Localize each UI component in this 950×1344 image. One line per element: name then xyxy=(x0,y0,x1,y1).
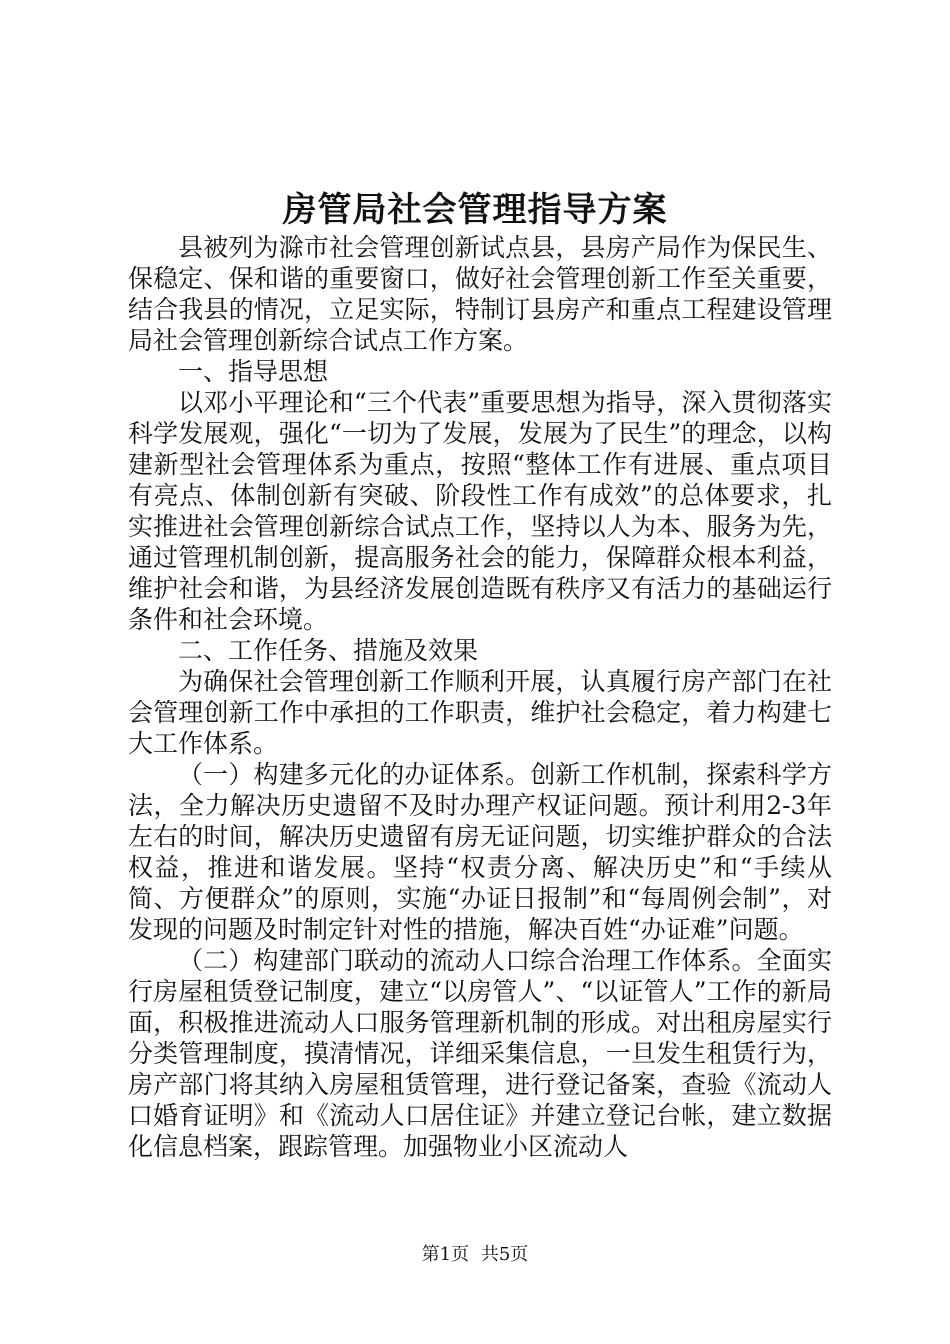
intro-paragraph: 县被列为滁市社会管理创新试点县，县房产局作为保民生、保稳定、保和谐的重要窗口，做好社会管理创新工作至关重要，结合我县的情况，立足实际，特制订县房产和重点工程建设管理局社会管理创新综合试点工作方案。 xyxy=(128,233,832,355)
tasks-paragraph: 为确保社会管理创新工作顺利开展，认真履行房产部门在社会管理创新工作中承担的工作职责，维护社会稳定，着力构建七大工作体系。 xyxy=(128,667,832,758)
document-body xyxy=(128,232,832,1162)
page-number: 第1页 xyxy=(421,1244,470,1265)
section-heading-guiding-thought: 一、指导思想 xyxy=(178,357,329,386)
page-total: 共5页 xyxy=(480,1244,529,1265)
document-title: 房管局社会管理指导方案 xyxy=(282,190,668,230)
page-footer xyxy=(0,1243,950,1267)
item-two-paragraph: （二）构建部门联动的流动人口综合治理工作体系。全面实行房屋租赁登记制度，建立“以房管人”、“以证管人”工作的新局面，积极推进流动人口服务管理新机制的形成。对出租房屋实行分类管理制度，摸清情况，详细采集信息，一旦发生租赁行为，房产部门将其纳入房屋租赁管理，进行登记备案，查验《流动人口婚育证明》和《流动人口居住证》并建立登记台帐，建立数据化信息档案，跟踪管理。加强物业小区流动人 xyxy=(128,946,832,1161)
guiding-thought-paragraph: 以邓小平理论和“三个代表”重要思想为指导，深入贯彻落实科学发展观，强化“一切为了发展，发展为了民生”的理念，以构建新型社会管理体系为重点，按照“整体工作有进展、重点项目有亮点、体制创新有突破、阶段性工作有成效”的总体要求，扎实推进社会管理创新综合试点工作，坚持以人为本、服务为先，通过管理机制创新，提高服务社会的能力，保障群众根本利益，维护社会和谐，为县经济发展创造既有秩序又有活力的基础运行条件和社会环境。 xyxy=(128,388,832,634)
item-one-paragraph: （一）构建多元化的办证体系。创新工作机制，探索科学方法，全力解决历史遗留不及时办理产权证问题。预计利用2-3年左右的时间，解决历史遗留有房无证问题，切实维护群众的合法权益，推进和谐发展。坚持“权责分离、解决历史”和“手续从简、方便群众”的原则，实施“办证日报制”和“每周例会制”，对发现的问题及时制定针对性的措施，解决百姓“办证难”问题。 xyxy=(128,760,832,944)
section-heading-tasks: 二、工作任务、措施及效果 xyxy=(178,636,479,665)
